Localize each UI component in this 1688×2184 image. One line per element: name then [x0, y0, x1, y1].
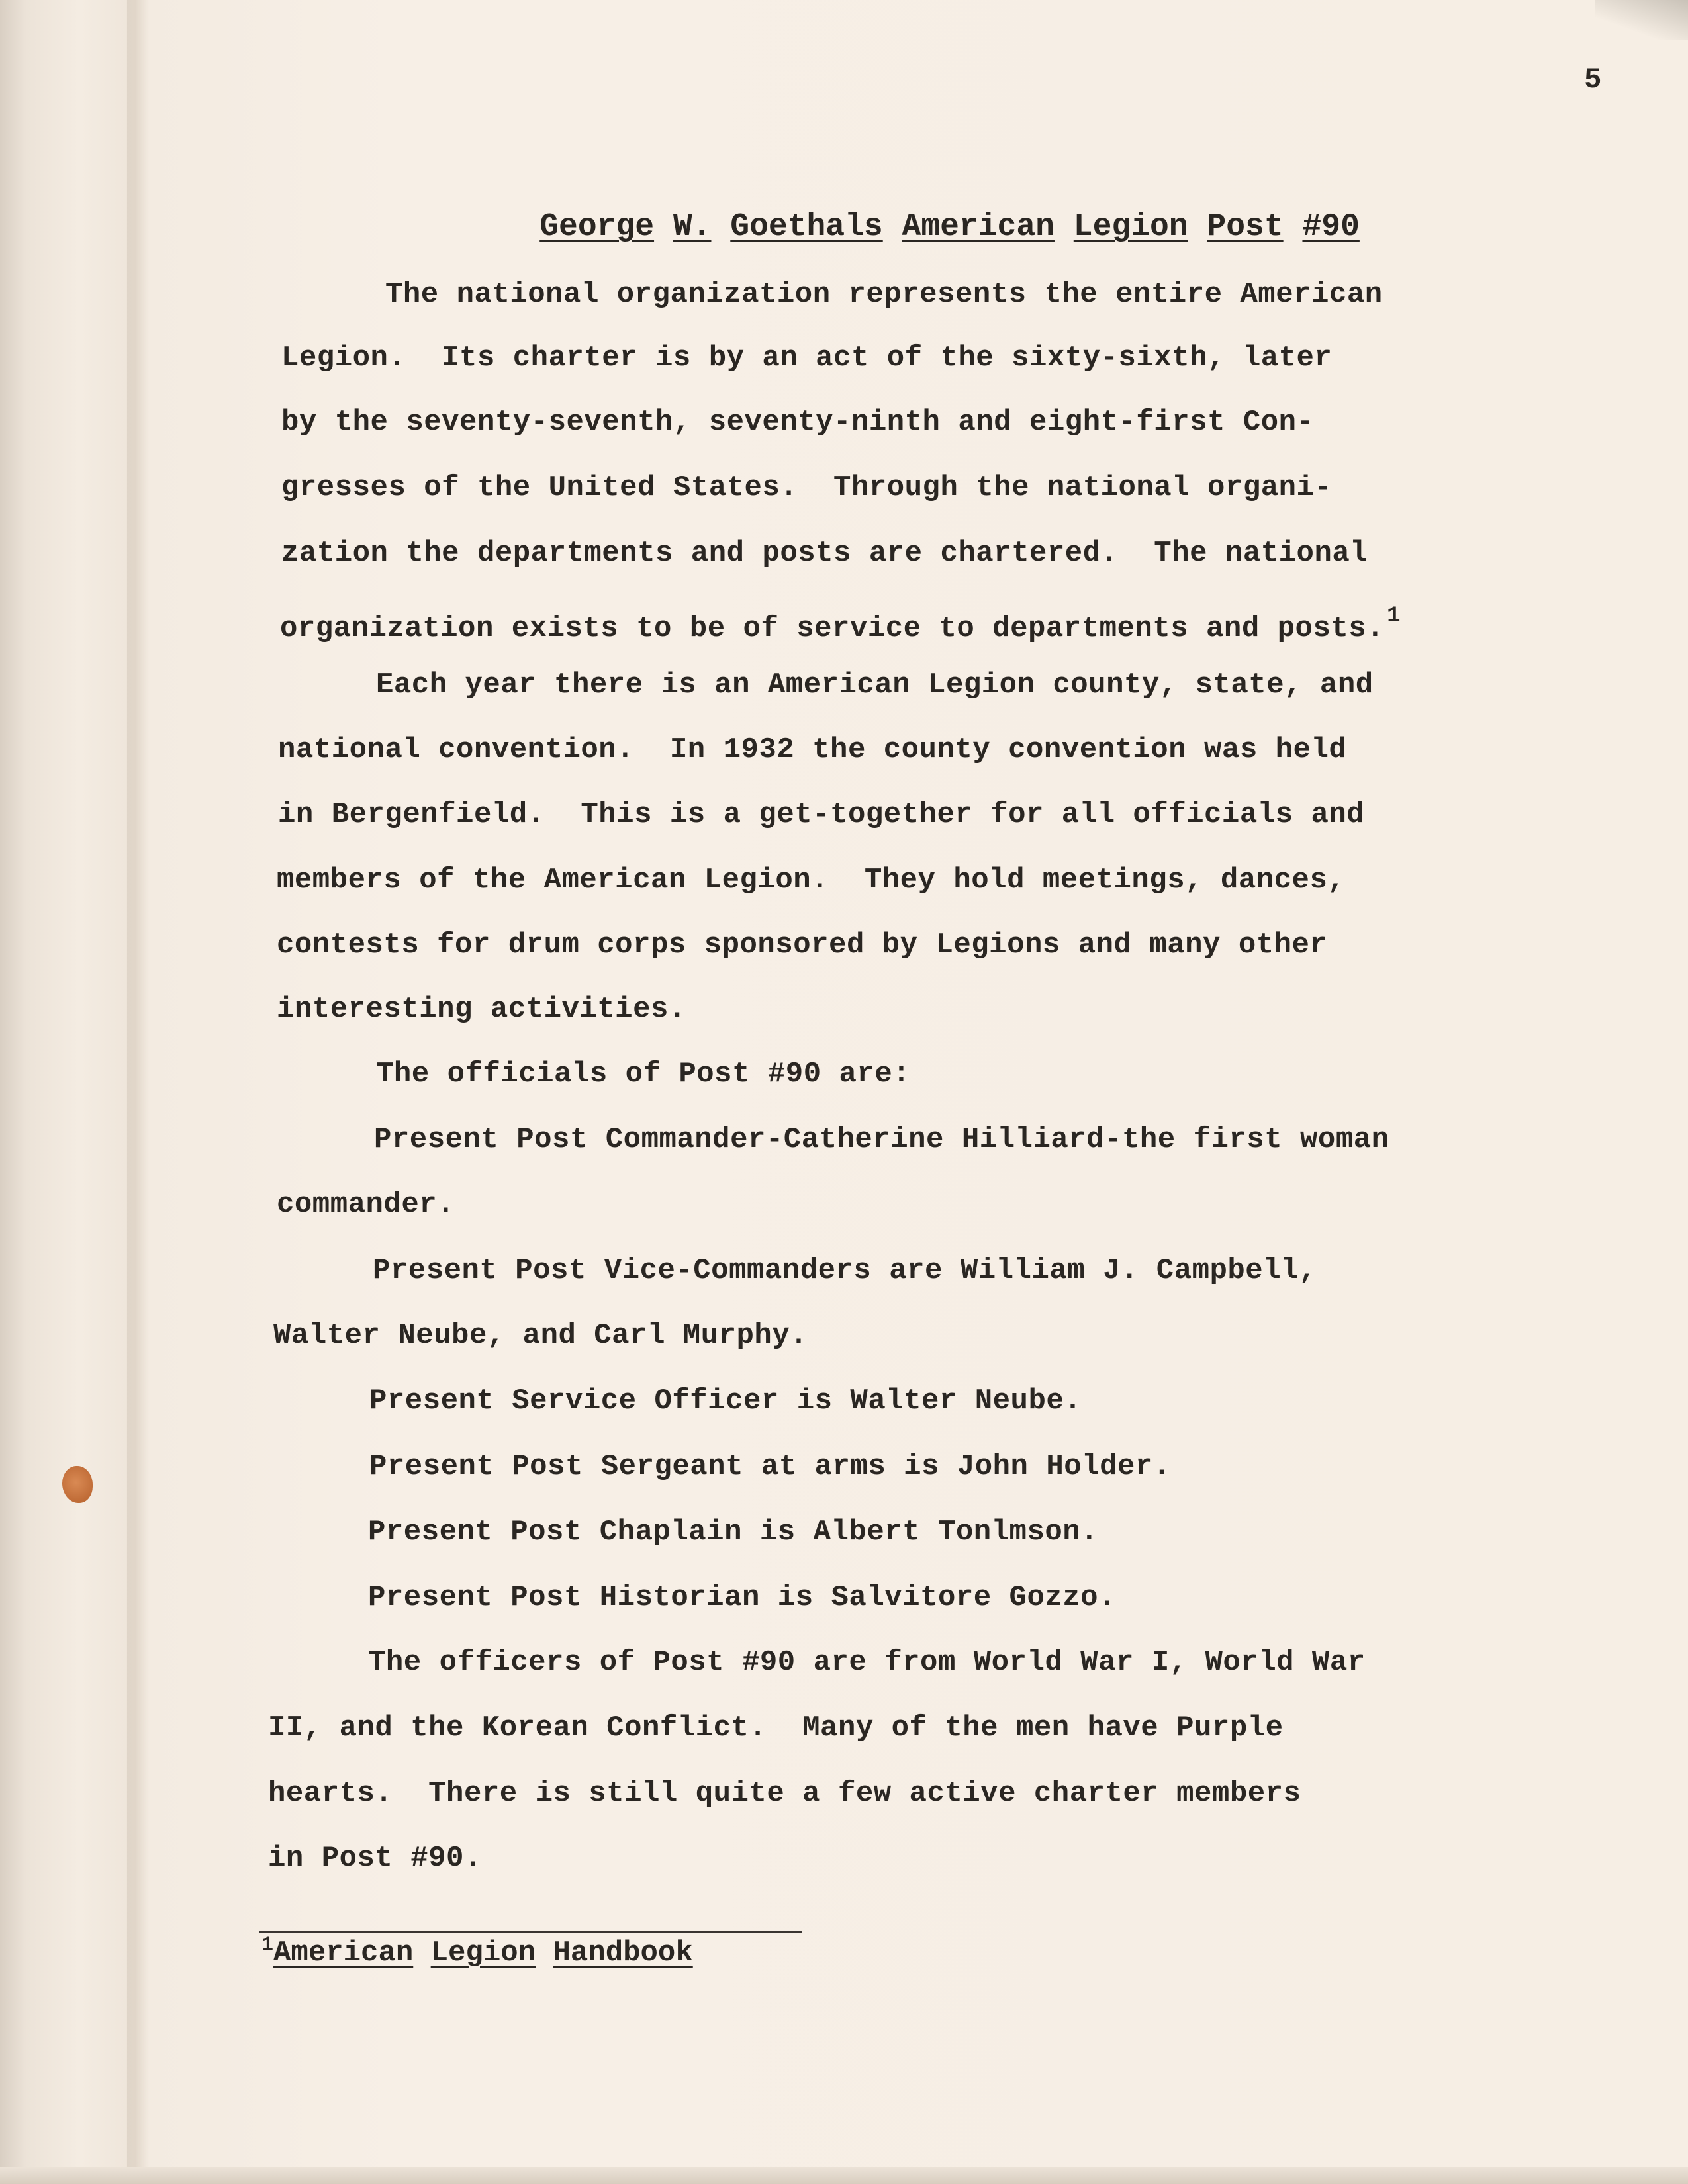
- line-text: Present Post Vice-Commanders are William J. Campbell,: [373, 1254, 1317, 1287]
- footnote-reference: 1: [1387, 604, 1401, 629]
- page-bottom-edge: [0, 2167, 1688, 2184]
- line-text: national convention. In 1932 the county convention was held: [278, 733, 1347, 766]
- body-line: [376, 1058, 910, 1091]
- footnote-word: Handbook: [553, 1936, 693, 1970]
- line-text: zation the departments and posts are chartered. The national: [281, 537, 1368, 570]
- line-text: Present Service Officer is Walter Neube.: [369, 1385, 1082, 1418]
- line-text: Walter Neube, and Carl Murphy.: [273, 1319, 808, 1352]
- body-line: [368, 1516, 1098, 1549]
- body-line: [374, 1123, 1389, 1156]
- body-line: [281, 471, 1332, 504]
- body-line: [268, 1777, 1301, 1810]
- line-text: commander.: [277, 1188, 455, 1221]
- line-text: in Bergenfield. This is a get-together for all officials and: [278, 798, 1365, 831]
- line-text: gresses of the United States. Through the national organi-: [281, 471, 1333, 504]
- line-text: by the seventy-seventh, seventy-ninth and eight-first Con-: [281, 406, 1315, 439]
- body-line: [268, 1842, 482, 1875]
- line-text: contests for drum corps sponsored by Legions and many other: [277, 929, 1328, 962]
- title-word: George: [539, 209, 655, 245]
- title-word: Goethals: [730, 209, 883, 245]
- body-line: [277, 1188, 455, 1221]
- page-corner-shadow: [1595, 0, 1688, 40]
- body-line: [277, 864, 1345, 897]
- body-line: [278, 798, 1364, 831]
- line-text: Each year there is an American Legion county, state, and: [376, 668, 1374, 702]
- line-text: Present Post Chaplain is Albert Tonlmson.: [368, 1516, 1099, 1549]
- binding-shadow: [127, 0, 136, 2184]
- body-line: [376, 668, 1374, 702]
- line-text: Present Post Commander-Catherine Hilliard-the first woman: [374, 1123, 1389, 1156]
- body-line: [277, 993, 686, 1026]
- line-text: The officers of Post #90 are from World War I, World War: [368, 1646, 1366, 1679]
- line-text: The officials of Post #90 are:: [376, 1058, 911, 1091]
- line-text: members of the American Legion. They hold meetings, dances,: [277, 864, 1346, 897]
- line-text: Present Post Sergeant at arms is John Holder.: [369, 1450, 1171, 1483]
- body-line: [385, 278, 1383, 311]
- body-line: [368, 1581, 1116, 1614]
- body-line: [280, 604, 1401, 645]
- body-line: [281, 406, 1314, 439]
- body-line: [281, 537, 1368, 570]
- line-text: organization exists to be of service to departments and posts.: [280, 612, 1385, 645]
- page-number: 5: [1584, 64, 1602, 97]
- body-line: [373, 1254, 1317, 1287]
- title-word: American: [902, 209, 1055, 245]
- footnote: [261, 1934, 693, 1970]
- line-text: interesting activities.: [277, 993, 686, 1026]
- title-word: #90: [1302, 209, 1360, 245]
- footnote-word: American: [273, 1936, 414, 1970]
- body-line: [273, 1319, 808, 1352]
- body-line: [369, 1450, 1171, 1483]
- title-word: Legion: [1073, 209, 1188, 245]
- stain-mark: [62, 1466, 93, 1503]
- body-line: [369, 1385, 1082, 1418]
- line-text: in Post #90.: [268, 1842, 482, 1875]
- line-text: The national organization represents the entire American: [385, 278, 1383, 311]
- line-text: Present Post Historian is Salvitore Gozzo.: [368, 1581, 1116, 1614]
- title-word: Post: [1207, 209, 1284, 245]
- line-text: hearts. There is still quite a few active charter members: [268, 1777, 1301, 1810]
- body-line: [277, 929, 1327, 962]
- body-line: [268, 1711, 1284, 1745]
- title-word: W.: [673, 209, 712, 245]
- body-line: [278, 733, 1346, 766]
- footnote-number: 1: [261, 1934, 274, 1956]
- body-line: [368, 1646, 1366, 1679]
- footnote-rule: [259, 1931, 802, 1933]
- footnote-word: Legion: [430, 1936, 536, 1970]
- body-line: [281, 341, 1332, 375]
- page-title: [463, 173, 1360, 281]
- line-text: II, and the Korean Conflict. Many of the men have Purple: [268, 1711, 1284, 1745]
- line-text: Legion. Its charter is by an act of the sixty-sixth, later: [281, 341, 1333, 375]
